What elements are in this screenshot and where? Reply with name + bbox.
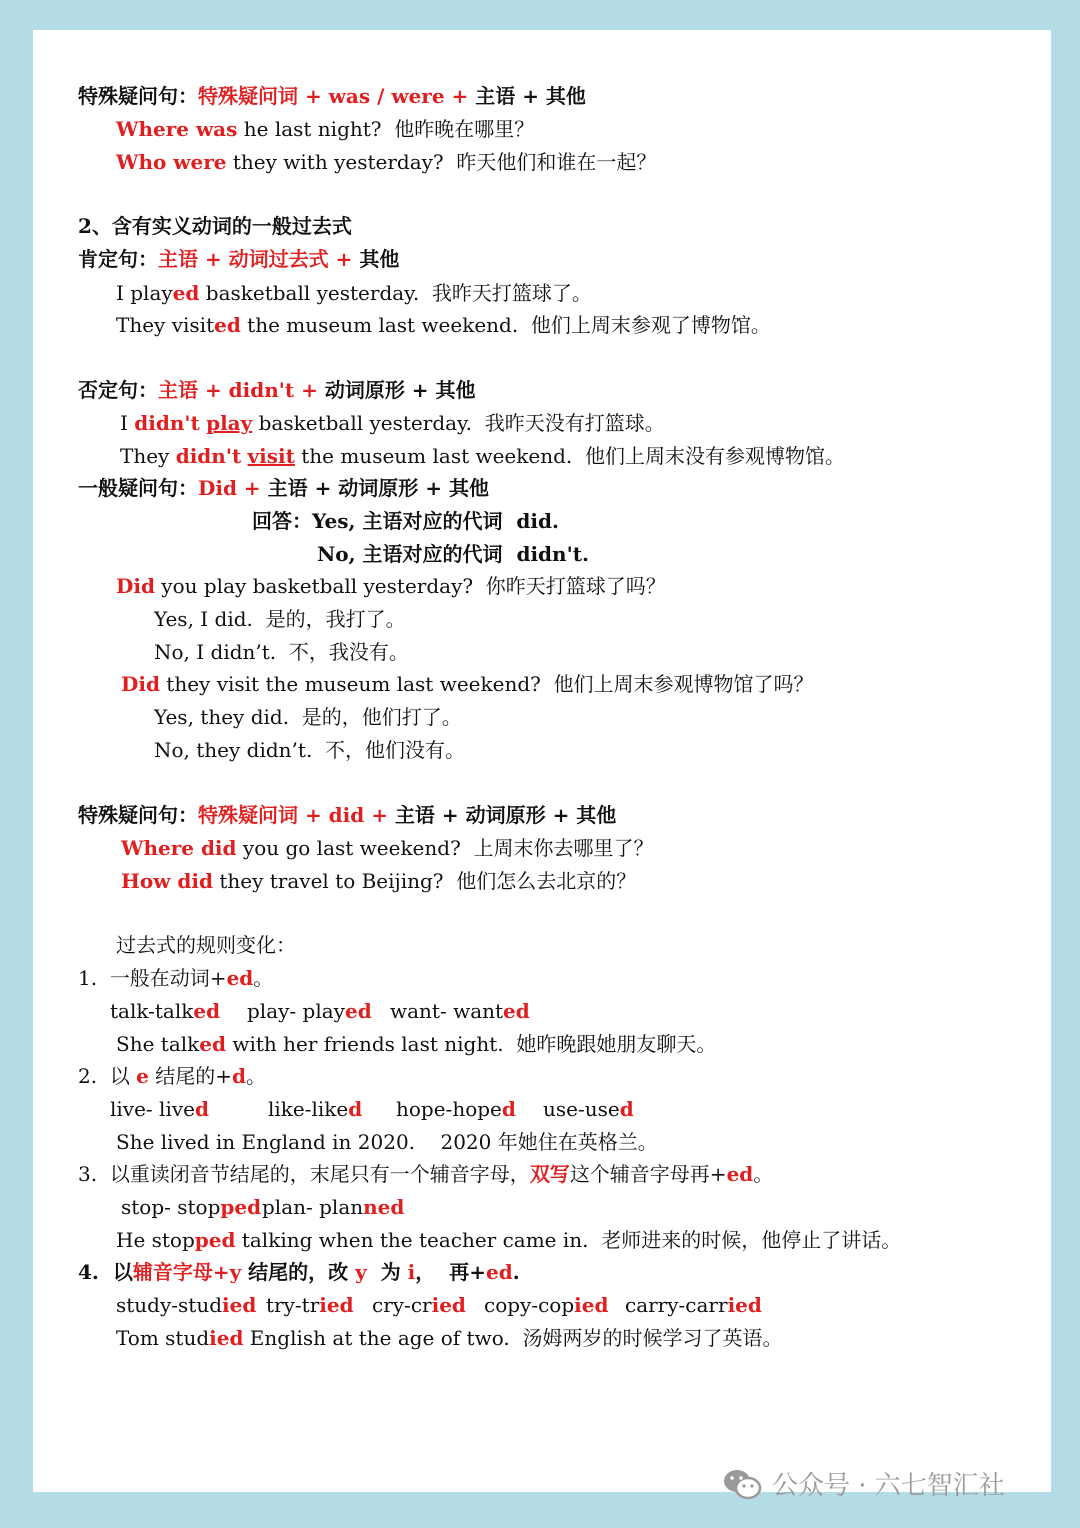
- rule-2-heading: 2. 以 e 结尾的+d。: [78, 1064, 267, 1088]
- example-line: How did they travel to Beijing? 他们怎么去北京的？: [121, 869, 637, 893]
- word-pair: copy-copied: [484, 1293, 609, 1317]
- wechat-icon: [722, 1467, 762, 1501]
- example-answer: No, they didn’t. 不，他们没有。: [154, 738, 466, 762]
- example-line: Tom studied English at the age of two. 汤姆两岁的时候学习了英语。: [116, 1326, 783, 1350]
- word-pair: cry-cried: [372, 1293, 466, 1317]
- word-pair: study-studied: [116, 1293, 257, 1317]
- word-pair: use-used: [543, 1097, 634, 1121]
- example-line: She talked with her friends last night. 她昨晚跟她朋友聊天。: [116, 1032, 717, 1056]
- word-pair: try-tried: [266, 1293, 354, 1317]
- example-line: I played basketball yesterday. 我昨天打篮球了。: [116, 281, 592, 305]
- word-pair: live- lived: [110, 1097, 209, 1121]
- word-pair: stop- stopped: [121, 1195, 262, 1219]
- example-line: Did you play basketball yesterday? 你昨天打篮球了吗？: [116, 574, 666, 598]
- example-line: Where did you go last weekend? 上周末你去哪里了？: [121, 836, 654, 860]
- word-pair: want- wanted: [390, 999, 530, 1023]
- example-line: I didn't play basketball yesterday. 我昨天没有打篮球。: [120, 411, 665, 435]
- affirmative-heading: 肯定句：主语 + 动词过去式 + 其他: [78, 247, 400, 271]
- example-line: Where was he last night? 他昨晚在哪里？: [116, 117, 535, 141]
- example-line: They didn't visit the museum last weekend. 他们上周末没有参观博物馆。: [120, 444, 845, 468]
- rule-3-heading: 3. 以重读闭音节结尾的，末尾只有一个辅音字母，双写这个辅音字母再+ed。: [78, 1162, 774, 1186]
- rule-1-heading: 1. 一般在动词+ed。: [78, 966, 274, 990]
- word-pair: plan- planned: [262, 1195, 405, 1219]
- word-pair: talk-talked: [110, 999, 221, 1023]
- example-answer: No, I didn’t. 不，我没有。: [154, 640, 409, 664]
- example-line: They visited the museum last weekend. 他们上周末参观了博物馆。: [116, 313, 771, 337]
- example-line: He stopped talking when the teacher came in. 老师进来的时候，他停止了讲话。: [116, 1228, 902, 1252]
- example-line: Who were they with yesterday? 昨天他们和谁在一起？: [116, 150, 657, 174]
- word-pair: play- played: [247, 999, 372, 1023]
- answer-no-rule: No, 主语对应的代词 didn't.: [317, 542, 589, 566]
- general-question-heading: 一般疑问句：Did + 主语 + 动词原形 + 其他: [78, 476, 489, 500]
- example-line: Did they visit the museum last weekend? 他们上周末参观博物馆了吗？: [121, 672, 814, 696]
- rule-4-heading: 4. 以辅音字母+y 结尾的，改 y 为 i， 再+ed.: [78, 1260, 520, 1284]
- rules-title: 过去式的规则变化：: [116, 933, 296, 957]
- special-question-be-heading: 特殊疑问句：特殊疑问词 + was / were + 主语 + 其他: [78, 84, 586, 108]
- example-answer: Yes, they did. 是的，他们打了。: [154, 705, 462, 729]
- special-question-did-heading: 特殊疑问句：特殊疑问词 + did + 主语 + 动词原形 + 其他: [78, 803, 617, 827]
- word-pair: carry-carried: [625, 1293, 762, 1317]
- watermark: [722, 1465, 1005, 1502]
- watermark-text: 公众号 · 六七智汇社: [772, 1471, 1005, 1501]
- section-2-title: 2、含有实义动词的一般过去式: [78, 214, 352, 238]
- example-answer: Yes, I did. 是的，我打了。: [154, 607, 406, 631]
- negative-heading: 否定句：主语 + didn't + 动词原形 + 其他: [78, 378, 476, 402]
- answer-yes-rule: 回答：Yes, 主语对应的代词 did.: [252, 509, 559, 533]
- word-pair: hope-hoped: [396, 1097, 516, 1121]
- word-pair: like-liked: [268, 1097, 363, 1121]
- example-line: She lived in England in 2020. 2020 年她住在英格兰。: [116, 1130, 658, 1154]
